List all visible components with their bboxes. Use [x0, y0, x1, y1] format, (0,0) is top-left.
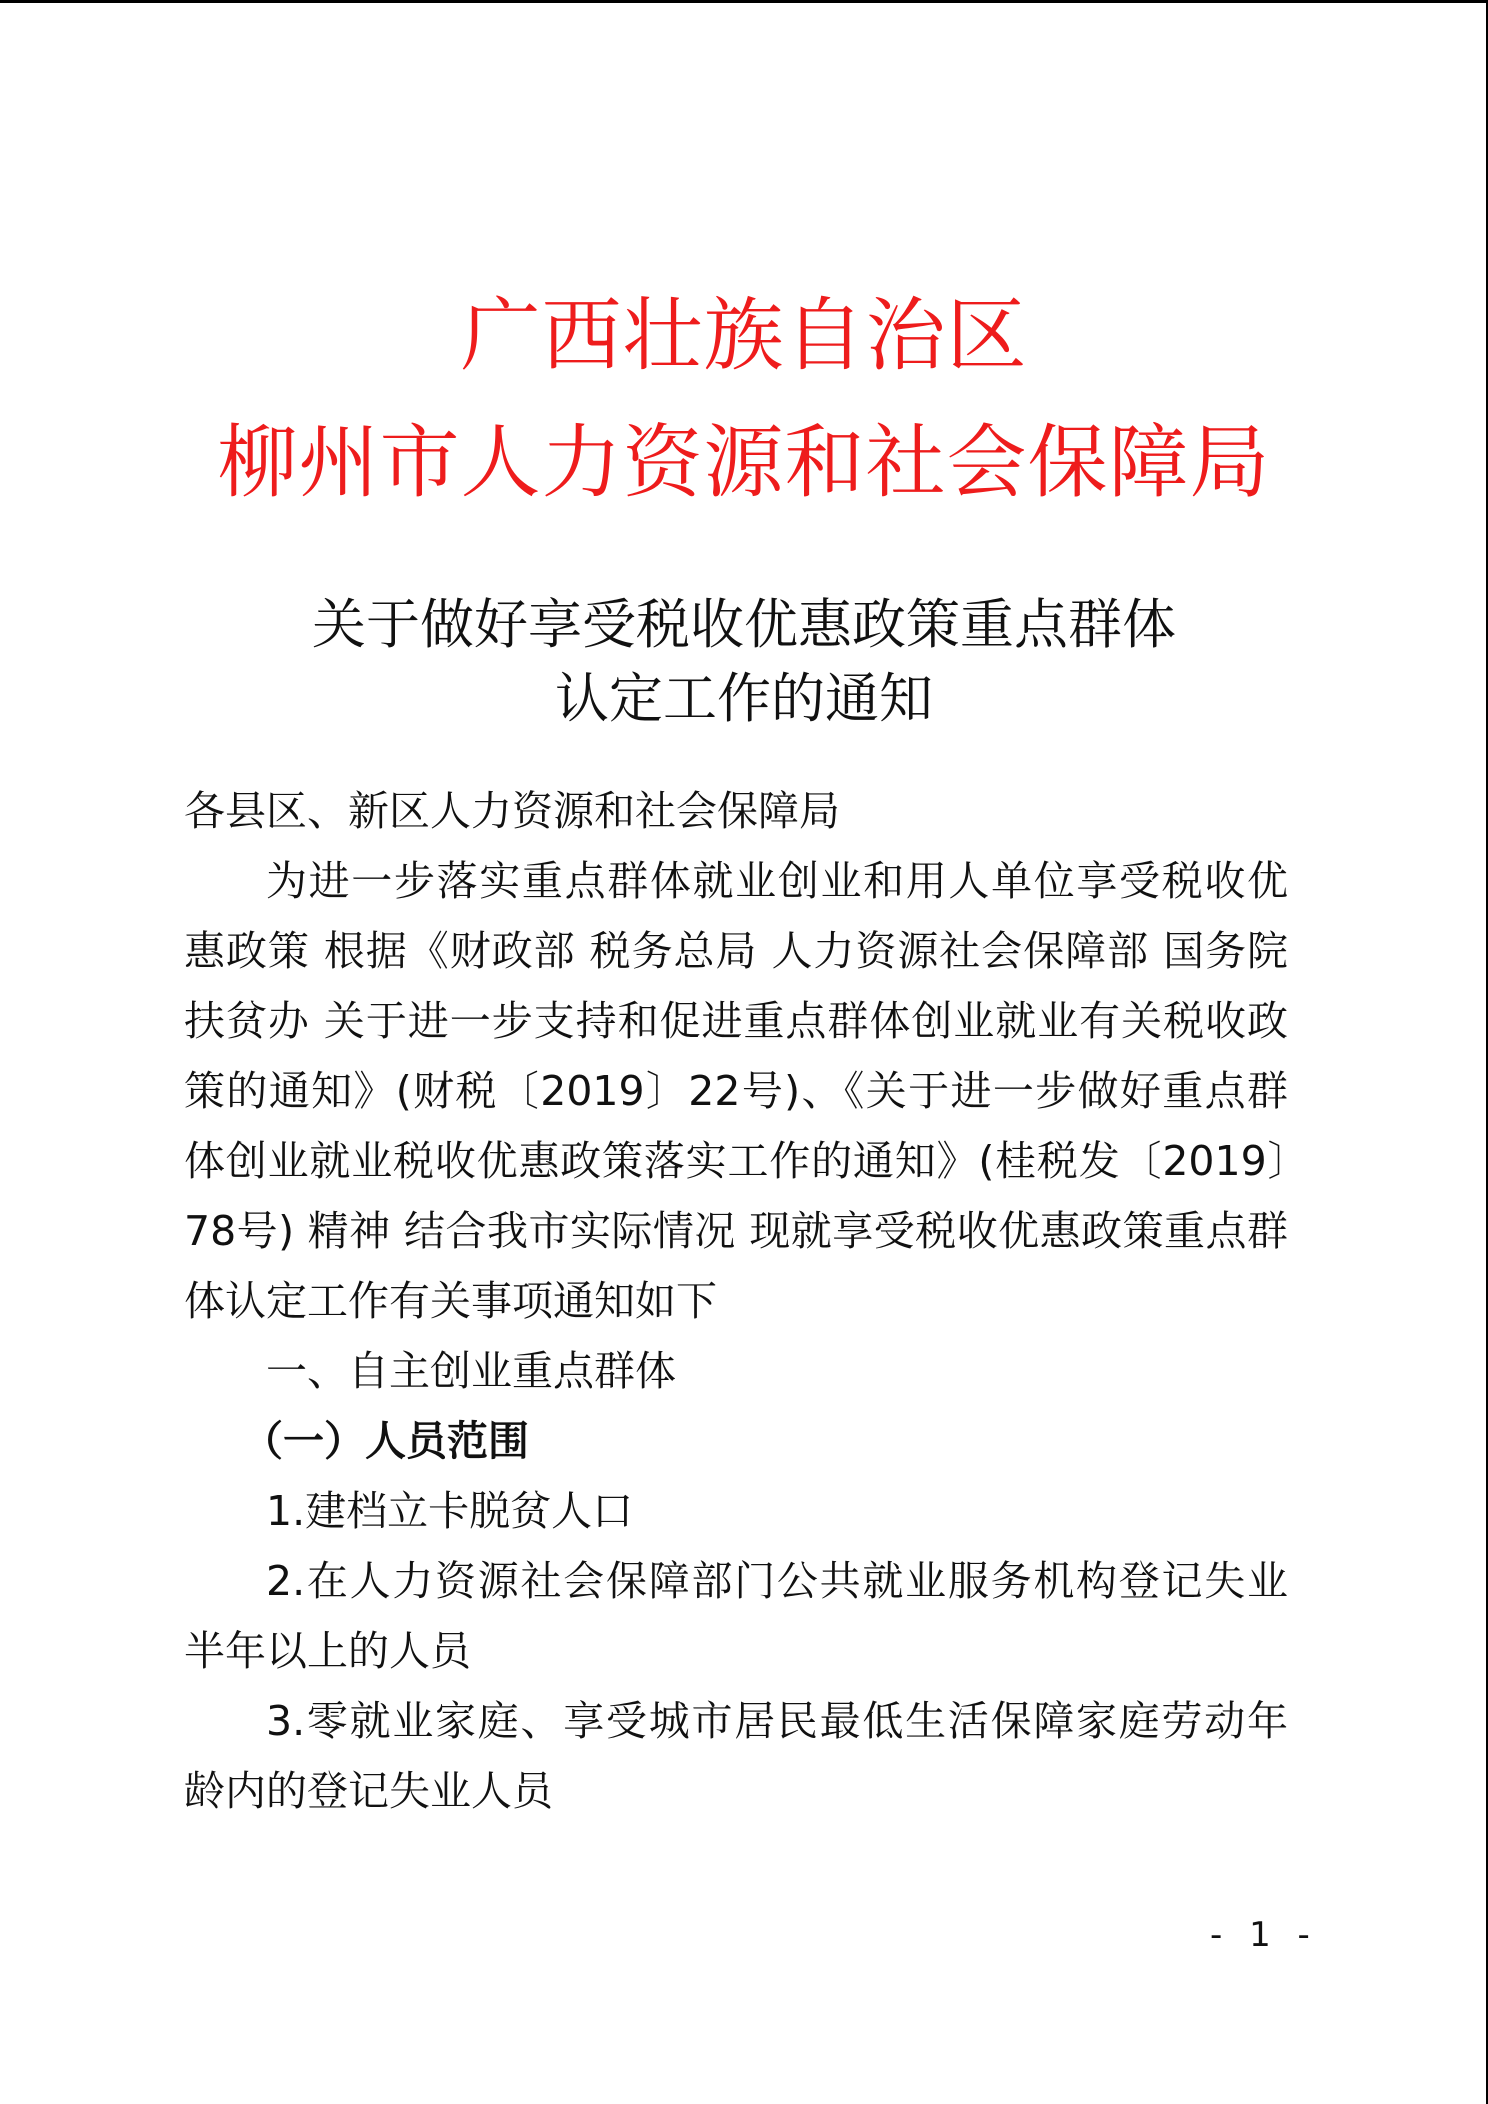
page-number: - 1 - — [1210, 1915, 1318, 1955]
issuer-header-line2: 柳州市人力资源和社会保障局 — [217, 416, 1271, 509]
issuer-header-line1: 广西壮族自治区 — [460, 289, 1028, 382]
top-border-line — [0, 0, 1488, 3]
document-title-line1: 关于做好享受税收优惠政策重点群体 — [312, 593, 1176, 656]
intro-paragraph: 为进一步落实重点群体就业创业和用人单位享受税收优惠政策 根据《财政部 税务总局 人力资源社会保障部 国务院扶贫办 关于进一步支持和促进重点群体创业就业有关税收政策的通知》(财税〔2019〕22号)、《关于进一步做好重点群体创业就业税收优惠政策落实工作的通知》(桂税发〔2019〕78号) 精神 结合我市实际情况 现就享受税收优惠政策重点群体认定工作有关事项通知如下 — [184, 857, 1288, 1325]
document-body — [184, 776, 1288, 1826]
document-title-line2: 认定工作的通知 — [555, 667, 933, 730]
list-item-1: 1.建档立卡脱贫人口 — [266, 1487, 634, 1535]
section-heading-1: 一、自主创业重点群体 — [266, 1347, 676, 1395]
list-item-3: 3.零就业家庭、享受城市居民最低生活保障家庭劳动年龄内的登记失业人员 — [184, 1697, 1288, 1815]
subsection-heading-1: （一）人员范围 — [242, 1417, 529, 1465]
list-item-2: 2.在人力资源社会保障部门公共就业服务机构登记失业半年以上的人员 — [184, 1557, 1288, 1675]
salutation: 各县区、新区人力资源和社会保障局 — [184, 787, 840, 835]
